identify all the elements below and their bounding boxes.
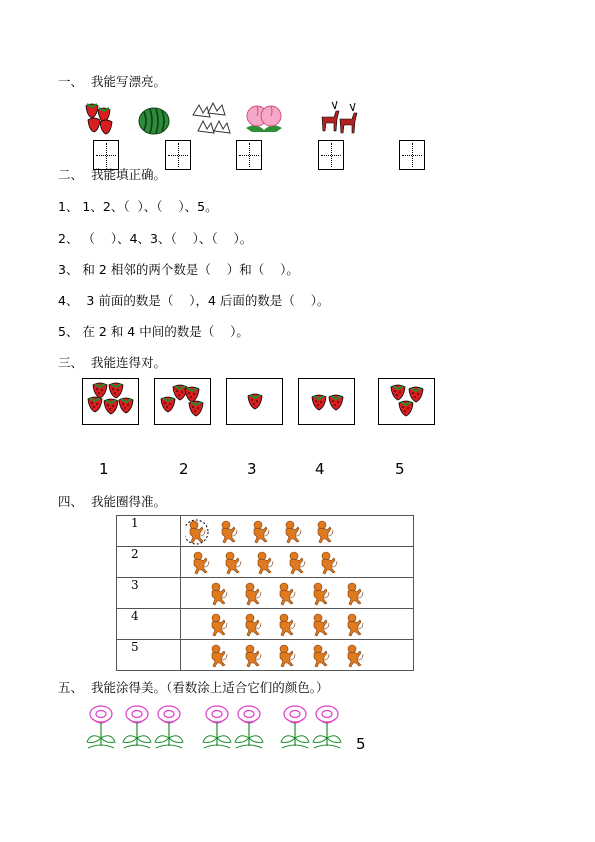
monkey-icon[interactable]	[275, 611, 301, 639]
section4-heading: 四、 我能圈得准。	[58, 494, 166, 509]
flower-row[interactable]	[84, 704, 344, 752]
strawberry-cluster-icon	[82, 100, 116, 136]
match-number-3: 3	[247, 460, 257, 478]
color-number: 5	[356, 735, 366, 753]
morning-glory-icon[interactable]	[232, 704, 266, 752]
strawberry-group	[155, 379, 209, 423]
monkey-icon[interactable]	[343, 580, 369, 608]
monkey-cell[interactable]	[181, 547, 414, 578]
morning-glory-icon[interactable]	[200, 704, 234, 752]
strawberry-box-2	[154, 378, 211, 425]
row-label: 1	[117, 516, 181, 547]
strawberry-group	[227, 379, 281, 423]
table-row	[117, 640, 414, 671]
section5-heading: 五、 我能涂得美。（看数涂上适合它们的颜色。）	[58, 680, 329, 695]
strawberry-box-4	[298, 378, 355, 425]
strawberry-group	[299, 379, 353, 423]
strawberry-box-1	[82, 378, 139, 425]
section1-heading: 一、 我能写漂亮。	[58, 74, 166, 89]
fill-question-3: 3、 和 2 相邻的两个数是（ ）和（ ）。	[58, 262, 299, 277]
morning-glory-icon[interactable]	[310, 704, 344, 752]
monkey-icon[interactable]	[343, 642, 369, 670]
monkey-icon[interactable]	[281, 518, 307, 546]
table-row	[117, 547, 414, 578]
morning-glory-icon[interactable]	[152, 704, 186, 752]
section3-heading: 三、 我能连得对。	[58, 355, 166, 370]
birds-icon	[190, 101, 232, 135]
monkey-icon[interactable]	[313, 518, 339, 546]
section2-heading: 二、 我能填正确。	[58, 167, 166, 182]
monkey-icon[interactable]	[207, 642, 233, 670]
monkey-icon[interactable]	[221, 549, 247, 577]
counting-table	[116, 515, 414, 671]
morning-glory-icon[interactable]	[120, 704, 154, 752]
fill-question-4: 4、 3 前面的数是（ ），4 后面的数是（ ）。	[58, 293, 330, 308]
monkey-cell[interactable]	[181, 516, 414, 547]
monkey-icon[interactable]	[309, 642, 335, 670]
monkey-icon[interactable]	[309, 580, 335, 608]
row-label: 3	[117, 578, 181, 609]
table-row	[117, 578, 414, 609]
monkey-cell[interactable]	[181, 609, 414, 640]
strawberry-box-3	[226, 378, 283, 425]
fill-question-5: 5、 在 2 和 4 中间的数是（ ）。	[58, 324, 249, 339]
fill-question-2: 2、 （ ）、4、3、（ ）、（ ）。	[58, 231, 253, 246]
match-number-2: 2	[179, 460, 189, 478]
deer-icon	[318, 99, 360, 135]
monkey-icon[interactable]	[189, 549, 215, 577]
fill-question-1: 1、 1、2、（ ）、（ ）、5。	[58, 199, 218, 214]
table-row	[117, 516, 414, 547]
row-label: 2	[117, 547, 181, 578]
monkey-cell[interactable]	[181, 640, 414, 671]
writing-box-2[interactable]	[165, 140, 191, 170]
strawberry-group	[83, 379, 137, 423]
monkey-cell[interactable]	[181, 578, 414, 609]
match-number-4: 4	[315, 460, 325, 478]
monkey-icon[interactable]	[317, 549, 343, 577]
monkey-icon[interactable]	[309, 611, 335, 639]
writing-box-4[interactable]	[318, 140, 344, 170]
match-number-5: 5	[395, 460, 405, 478]
monkey-icon[interactable]	[253, 549, 279, 577]
monkey-icon[interactable]	[217, 518, 243, 546]
morning-glory-icon[interactable]	[278, 704, 312, 752]
row-label: 5	[117, 640, 181, 671]
peaches-icon	[244, 98, 284, 134]
row-label: 4	[117, 609, 181, 640]
monkey-icon[interactable]	[241, 580, 267, 608]
monkey-icon[interactable]	[207, 611, 233, 639]
monkey-icon[interactable]	[249, 518, 275, 546]
writing-box-3[interactable]	[236, 140, 262, 170]
match-number-1: 1	[99, 460, 109, 478]
monkey-icon[interactable]	[185, 518, 211, 546]
monkey-icon[interactable]	[241, 642, 267, 670]
strawberry-box-5	[378, 378, 435, 425]
monkey-icon[interactable]	[207, 580, 233, 608]
strawberry-group	[379, 379, 433, 423]
morning-glory-icon[interactable]	[84, 704, 118, 752]
monkey-icon[interactable]	[241, 611, 267, 639]
monkey-icon[interactable]	[275, 642, 301, 670]
monkey-icon[interactable]	[275, 580, 301, 608]
watermelon-icon	[136, 104, 172, 136]
monkey-icon[interactable]	[285, 549, 311, 577]
monkey-icon[interactable]	[343, 611, 369, 639]
table-row	[117, 609, 414, 640]
writing-box-5[interactable]	[399, 140, 425, 170]
